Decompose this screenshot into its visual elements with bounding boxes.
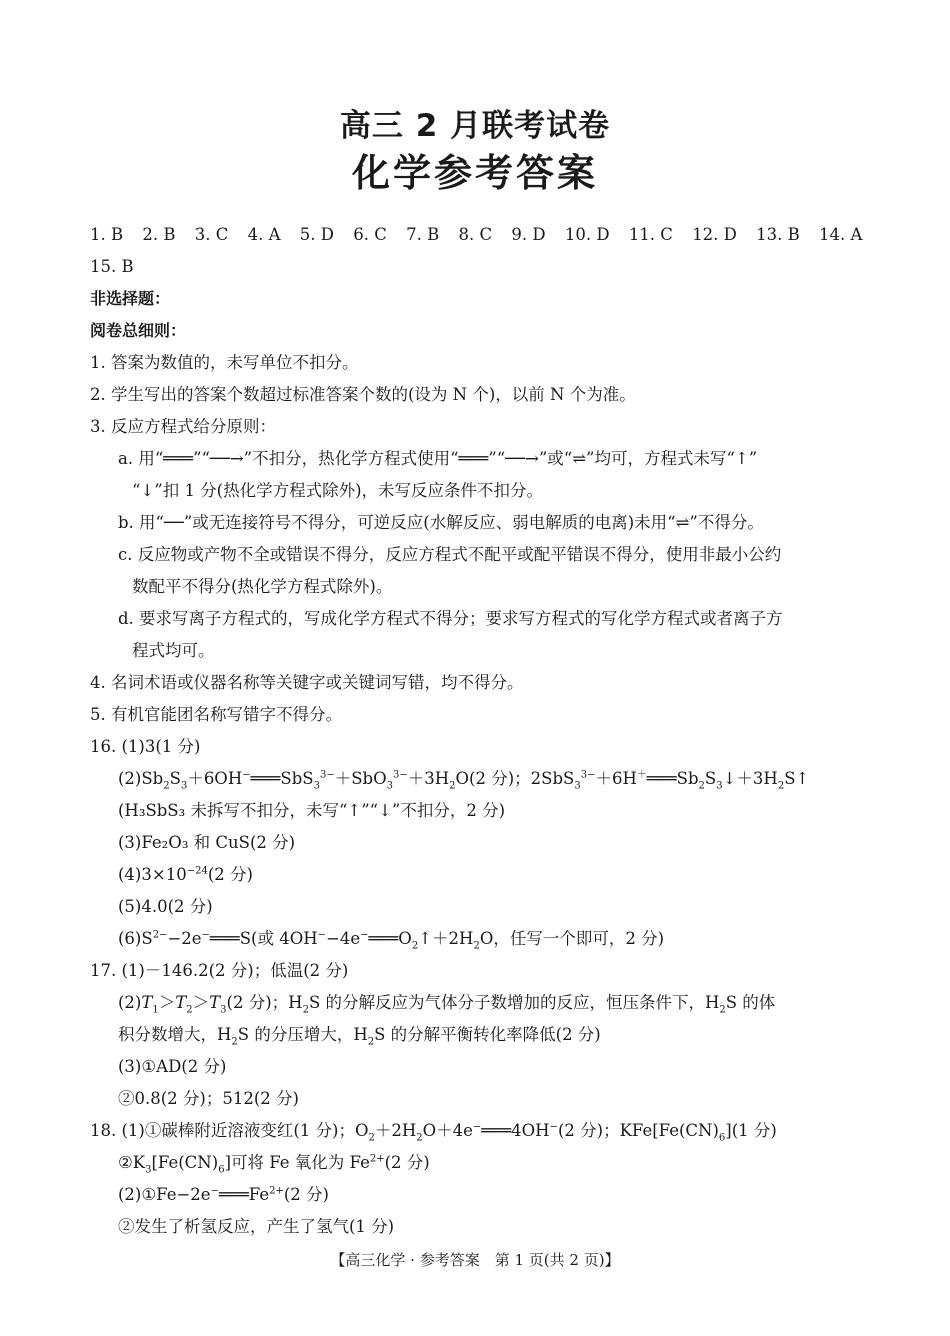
answer-item: 4. A xyxy=(247,225,281,244)
rule-1: 1. 答案为数值的，未写单位不扣分。 xyxy=(90,353,359,372)
rule-3: 3. 反应方程式给分原则： xyxy=(90,417,276,436)
answer-item: 3. C xyxy=(194,225,229,244)
answer-item: 12. D xyxy=(692,225,737,244)
answer-item: 1. B xyxy=(90,225,124,244)
rule-3d: d. 要求写离子方程式的，写成化学方程式不得分；要求写方程式的写化学方程式或者离子方 xyxy=(118,609,783,628)
answer-item: 15. B xyxy=(90,257,134,276)
q17-line-3: 积分数增大，$H_2S$ 的分压增大，$H_2S$ 的分解平衡转化率降低(2 分) xyxy=(118,1025,601,1048)
rule-3c: c. 反应物或产物不全或错误不得分，反应方程式不配平或配平错误不得分，使用非最小公约 xyxy=(118,545,782,564)
q17-line-1: 17. (1)－146.2(2 分)；低温(2 分) xyxy=(90,961,349,980)
page-subtitle: 化学参考答案 xyxy=(351,151,598,195)
q18-line-2: $②K_3[Fe(CN)_6]$可将 Fe 氧化为 $Fe^{2+}(2$ 分) xyxy=(118,1153,430,1176)
answer-item: 13. B xyxy=(756,225,800,244)
q17-line-5: ②0.8(2 分)；512(2 分) xyxy=(118,1089,299,1108)
section-heading-rules: 阅卷总细则： xyxy=(90,321,187,340)
q18-line-1: 18. (1)①碳棒附近溶液变红(1 分)；$O_2+2H_2O+4e^-═══4OH^-(2$ 分)；$KFe[Fe(CN)_6](1$ 分) xyxy=(90,1121,777,1144)
rule-2: 2. 学生写出的答案个数超过标准答案个数的(设为 N 个)，以前 N 个为准。 xyxy=(90,385,636,404)
answer-item: 9. D xyxy=(511,225,546,244)
rule-3b: b. 用“──”或无连接符号不得分，可逆反应(水解反应、弱电解质的电离)未用“⇌”不得分。 xyxy=(118,513,764,532)
q18-line-3: $(2)①Fe-2e^-═══Fe^{2+}(2$ 分) xyxy=(118,1185,329,1204)
q16-line-3: (H₃SbS₃ 未拆写不扣分，未写“↑”“↓”不扣分，2 分) xyxy=(118,801,506,820)
answer-item: 8. C xyxy=(458,225,493,244)
rule-4: 4. 名词术语或仪器名称等关键字或关键词写错，均不得分。 xyxy=(90,673,524,692)
q16-line-2: $(2)Sb_2S_3+6OH^-═══SbS_3^{3-}+SbO_3^{3-}+3H_2O(2$ 分)；$2SbS_3^{3-}+6H^+═══Sb_2S_3↓+3H_2S↑$ xyxy=(118,769,810,792)
rule-3c-cont: 数配平不得分(热化学方程式除外)。 xyxy=(132,577,393,596)
rule-5: 5. 有机官能团名称写错字不得分。 xyxy=(90,705,342,724)
q16-line-6: (5)4.0(2 分) xyxy=(118,897,213,916)
rule-3a: a. 用“═══”“──→”不扣分，热化学方程式使用“═══”“──→”或“⇌”均可，方程式未写“↑” xyxy=(118,449,758,468)
q16-line-4: (3)Fe₂O₃ 和 CuS(2 分) xyxy=(118,833,296,852)
answer-item: 5. D xyxy=(299,225,334,244)
answer-item: 6. C xyxy=(353,225,387,244)
section-heading-nonchoice: 非选择题： xyxy=(90,289,171,308)
answer-content xyxy=(90,219,870,1243)
q17-line-2: $(2)T_1>T_2>T_3(2$ 分)；$H_2S$ 的分解反应为气体分子数增加的反应，恒压条件下，$H_2S$ 的体 xyxy=(118,993,776,1016)
q18-line-5: ②发生了析氢反应，产生了氢气(1 分) xyxy=(118,1217,395,1236)
answer-item: 2. B xyxy=(142,225,176,244)
q16-line-7: $(6)S^{2-}-2e^-═══S$(或 $4OH^--4e^-═══O_2↑+2H_2O$，任写一个即可，2 分) xyxy=(118,929,665,952)
answer-item: 7. B xyxy=(406,225,440,244)
answer-item: 10. D xyxy=(564,225,610,244)
answer-item: 11. C xyxy=(628,225,673,244)
rule-3a-cont: “↓”扣 1 分(热化学方程式除外)，未写反应条件不扣分。 xyxy=(132,481,544,500)
q16-line-1: 16. (1)3(1 分) xyxy=(90,737,201,756)
q17-line-4: (3)①AD(2 分) xyxy=(118,1057,227,1076)
page-footer: 【高三化学 · 参考答案 第 1 页(共 2 页)】 xyxy=(330,1251,620,1269)
answer-item: 14. A xyxy=(819,225,863,244)
q16-line-5: $(4)3\times 10^{-24}(2$ 分) xyxy=(118,865,253,884)
choice-answers xyxy=(90,219,870,251)
page-title: 高三 2 月联考试卷 xyxy=(339,108,611,144)
rule-3d-cont: 程式均可。 xyxy=(132,641,215,660)
